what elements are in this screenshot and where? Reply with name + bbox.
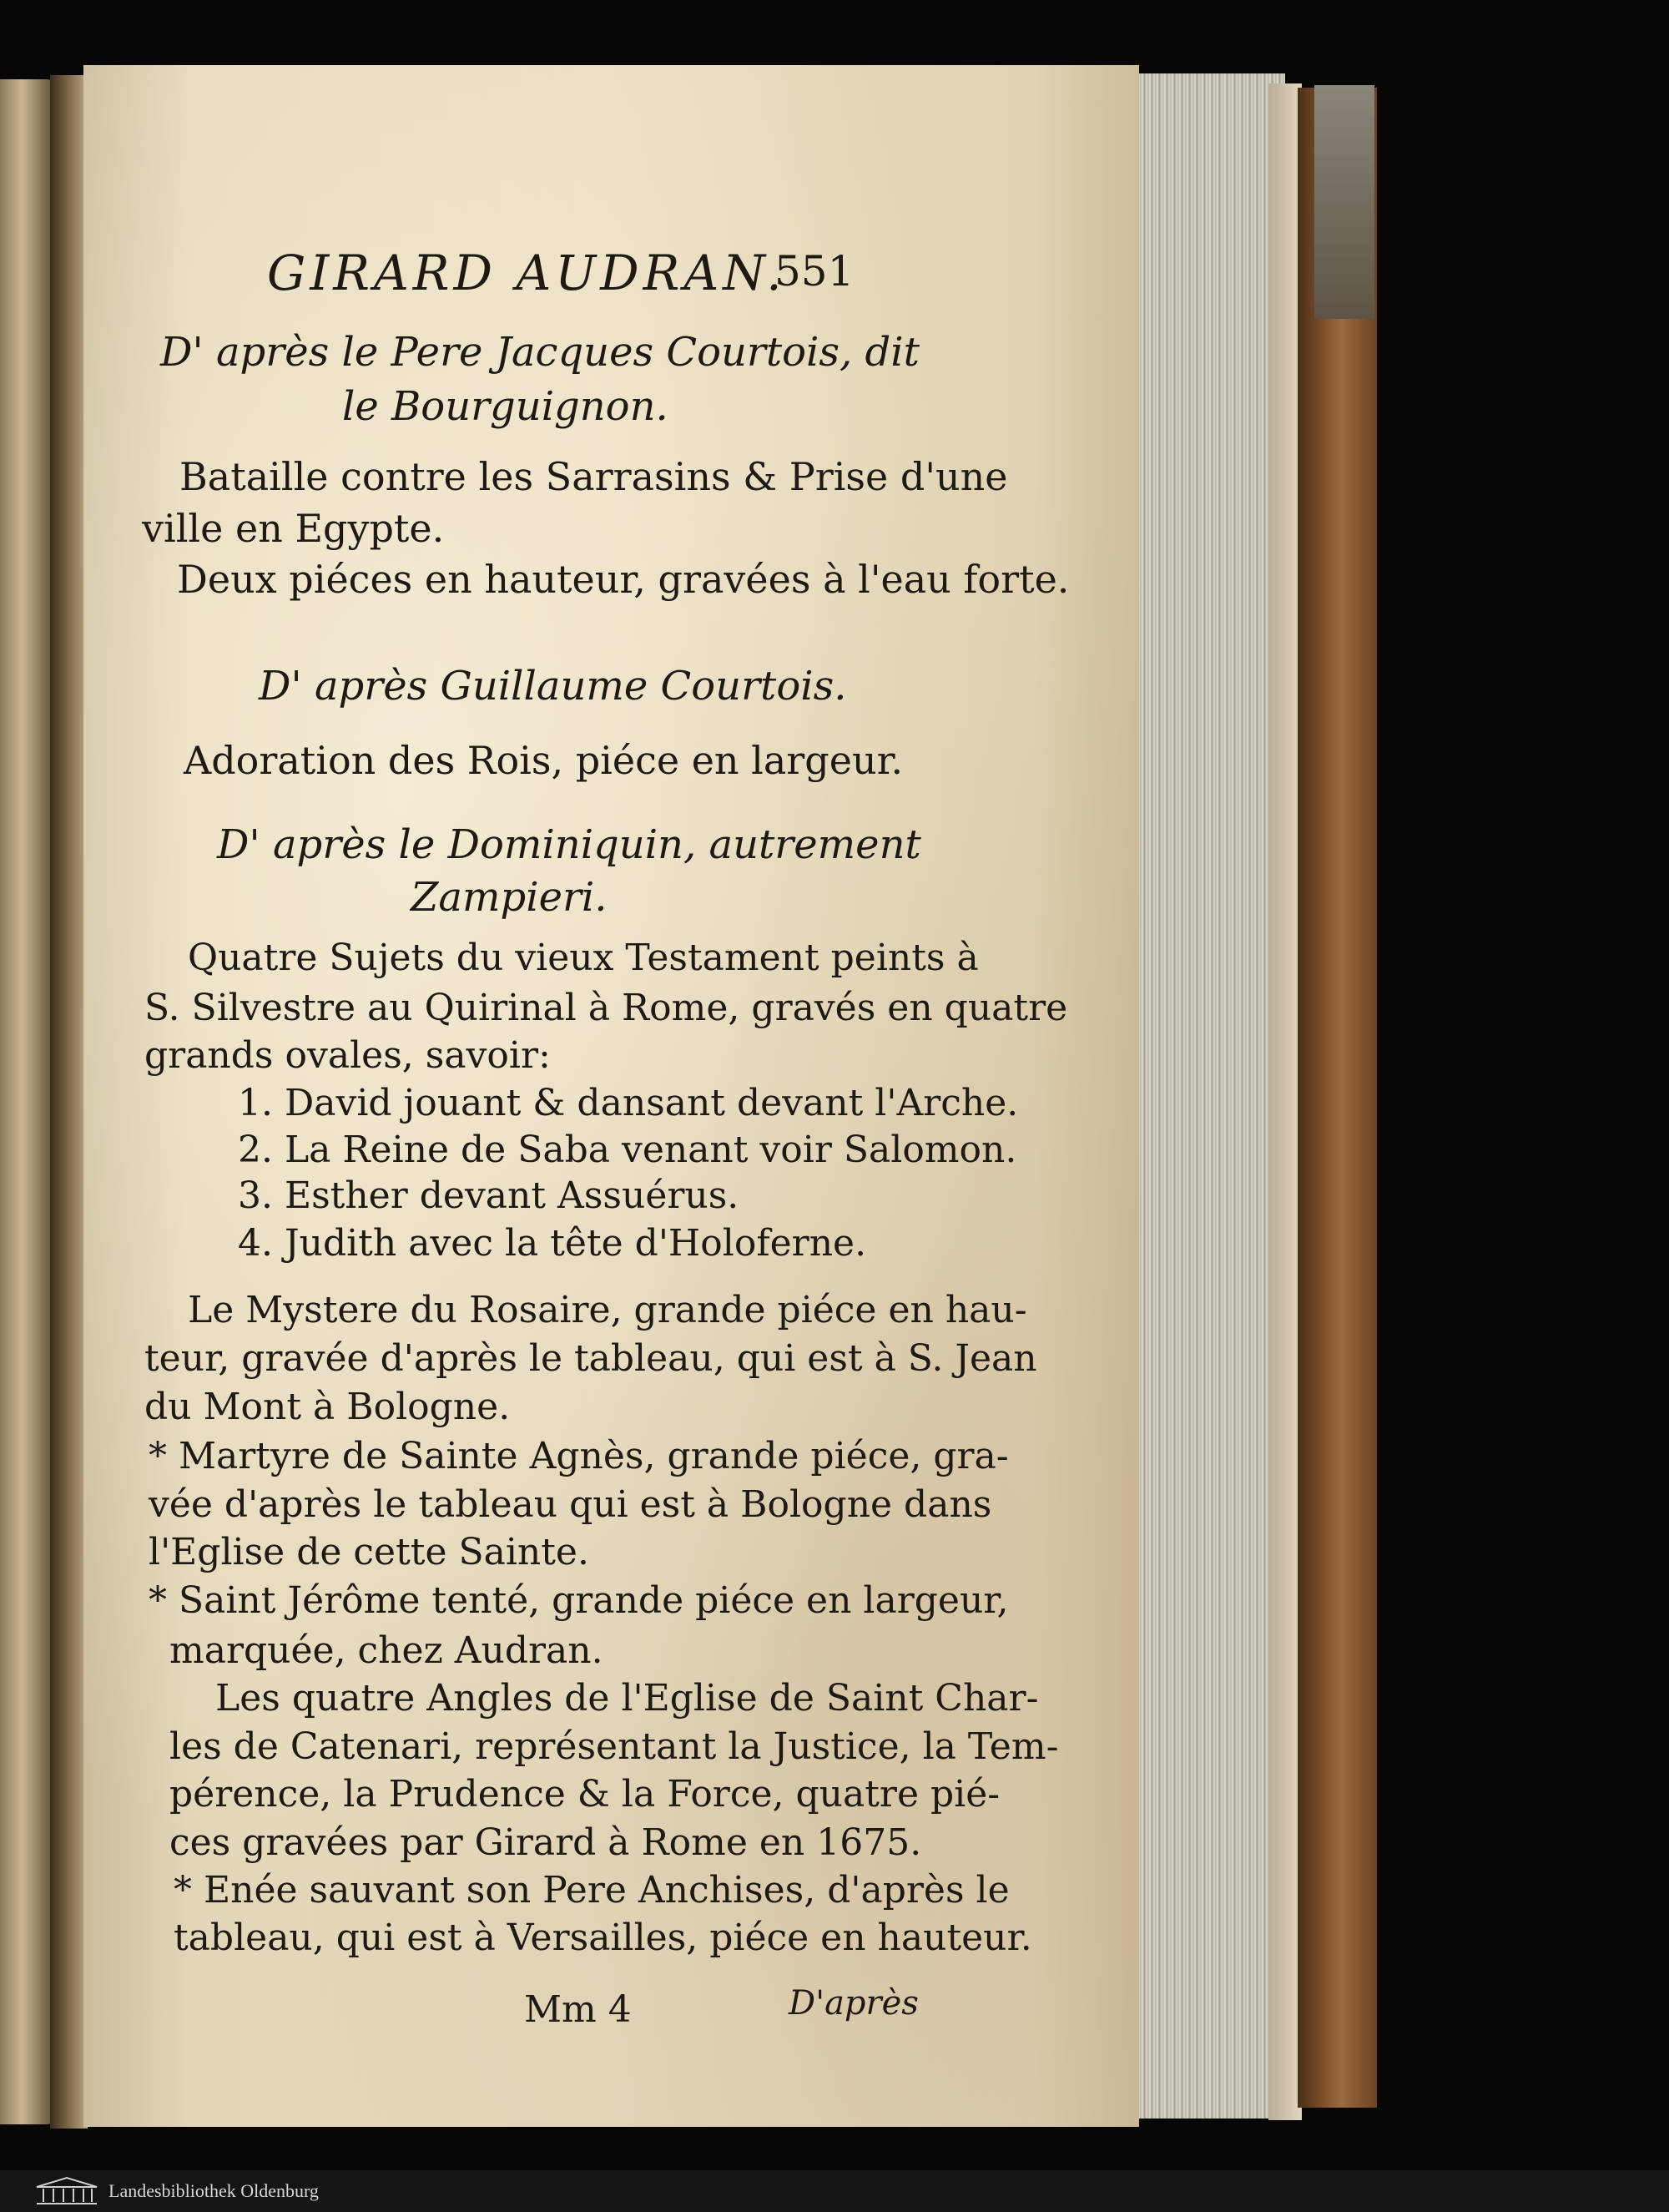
text-line: ville en Egypte. bbox=[142, 506, 445, 551]
list-item: 4. Judith avec la tête d'Holoferne. bbox=[238, 1222, 867, 1265]
section-heading: Zampieri. bbox=[411, 874, 608, 921]
book-cover bbox=[1298, 88, 1377, 2108]
text-line: ces gravées par Girard à Rome en 1675. bbox=[169, 1821, 922, 1864]
section-heading: D' après le Dominiquin, autrement bbox=[217, 821, 921, 868]
facing-page-edge bbox=[0, 79, 55, 2124]
section-heading: le Bourguignon. bbox=[342, 383, 668, 430]
running-title: GIRARD AUDRAN. bbox=[267, 245, 786, 301]
book-cover-top bbox=[1314, 85, 1374, 319]
text-line: Bataille contre les Sarrasins & Prise d'une bbox=[179, 454, 1008, 499]
text-line: Les quatre Angles de l'Eglise de Saint Char- bbox=[215, 1677, 1039, 1720]
list-item: 1. David jouant & dansant devant l'Arche. bbox=[238, 1082, 1019, 1124]
text-line: marquée, chez Audran. bbox=[169, 1629, 603, 1672]
library-building-icon bbox=[33, 2175, 100, 2207]
page-edges bbox=[1137, 73, 1285, 2119]
text-line: S. Silvestre au Quirinal à Rome, gravés en quatre bbox=[144, 987, 1068, 1029]
text-line: les de Catenari, représentant la Justice, la Tem- bbox=[169, 1725, 1059, 1768]
viewer-footer bbox=[0, 2170, 1669, 2212]
text-line: grands ovales, savoir: bbox=[144, 1034, 551, 1077]
text-line: * Martyre de Sainte Agnès, grande piéce, gra- bbox=[149, 1435, 1009, 1477]
section-heading: D' après le Pere Jacques Courtois, dit bbox=[160, 329, 920, 376]
section-heading: D' après Guillaume Courtois. bbox=[259, 663, 847, 710]
list-item: 2. La Reine de Saba venant voir Salomon. bbox=[238, 1129, 1017, 1171]
page-number: 551 bbox=[774, 247, 855, 295]
text-line: * Enée sauvant son Pere Anchises, d'après le bbox=[174, 1869, 1010, 1912]
text-line: l'Eglise de cette Sainte. bbox=[149, 1531, 589, 1573]
signature-mark: Mm 4 bbox=[524, 1988, 632, 2031]
page bbox=[83, 65, 1139, 2127]
text-line: tableau, qui est à Versailles, piéce en hauteur. bbox=[174, 1917, 1032, 1959]
text-line: pérence, la Prudence & la Force, quatre pié- bbox=[169, 1773, 1001, 1816]
page-edges-inner bbox=[1268, 83, 1302, 2120]
text-line: teur, gravée d'après le tableau, qui est à S. Jean bbox=[144, 1337, 1037, 1380]
text-line: * Saint Jérôme tenté, grande piéce en largeur, bbox=[149, 1579, 1009, 1622]
list-item: 3. Esther devant Assuérus. bbox=[238, 1174, 739, 1217]
text-line: Quatre Sujets du vieux Testament peints à bbox=[188, 937, 979, 979]
text-line: Le Mystere du Rosaire, grande piéce en hau- bbox=[188, 1289, 1027, 1331]
text-line: Adoration des Rois, piéce en largeur. bbox=[184, 738, 904, 783]
catchword: D'après bbox=[789, 1984, 919, 2023]
book-gutter bbox=[50, 75, 88, 2129]
text-line: Deux piéces en hauteur, gravées à l'eau forte. bbox=[177, 557, 1070, 602]
text-line: du Mont à Bologne. bbox=[144, 1386, 511, 1428]
library-name: Landesbibliothek Oldenburg bbox=[108, 2180, 319, 2201]
text-line: vée d'après le tableau qui est à Bologne dans bbox=[149, 1483, 992, 1526]
